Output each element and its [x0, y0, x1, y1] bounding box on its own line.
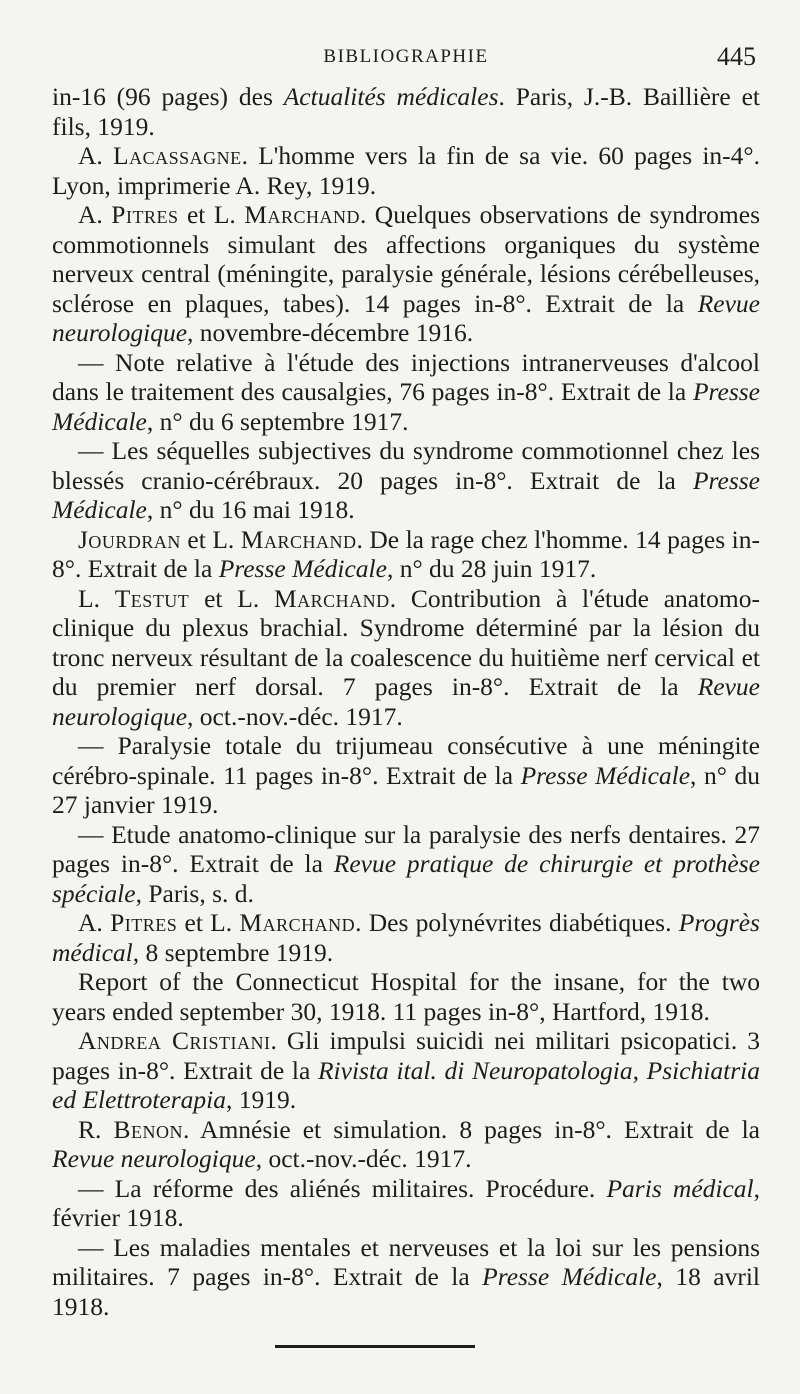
author-name: Marchand [274, 583, 390, 613]
bibliography-entry [52, 967, 760, 1026]
entry-text: , n° du 28 juin 1917. [386, 554, 597, 583]
entry-text: , 18 avril 1918. [52, 1262, 760, 1321]
publication-title: Rivista ital. di Neuropatologia, Psichiatria ed Elettroterapia [52, 1055, 760, 1114]
bibliography-entry [52, 584, 760, 732]
publication-title: Revue neurologique [52, 288, 760, 347]
entry-text: , n° du 6 septembre 1917. [146, 406, 409, 436]
publication-title: Paris médical [606, 1173, 754, 1203]
bibliography-entry [52, 908, 760, 967]
entry-text: , novembre-décembre 1916. [187, 318, 474, 347]
publication-title: Presse Médicale [482, 1262, 657, 1291]
entry-text: L. [78, 583, 115, 613]
author-name: Marchand [244, 200, 360, 229]
entry-text: , Paris, s. d. [135, 878, 254, 908]
publication-title: Presse Médicale [52, 377, 760, 436]
entry-text: . Contribution à l'étude anatomo-clinique du plexus brachial. Syndrome déterminé par la lésion du tronc nerveux résultant de la coalescence du huitième nerf cervical et du premier nerf dorsal. 7 pages in-8°. Extrait de la [52, 583, 761, 701]
author-name: Jourdran [78, 524, 181, 554]
bibliography-entry [52, 200, 760, 348]
publication-title: Revue pratique de chirurgie et prothèse spéciale [52, 849, 760, 908]
entry-text: — Etude anatomo-clinique sur la paralysie des nerfs dentaires. 27 pages in-8°. Extrait de la [52, 819, 760, 878]
author-name: Marchand [240, 524, 357, 554]
author-name: Pitres [110, 908, 178, 937]
entry-text: et L. [178, 200, 245, 229]
author-name: Andrea Cristiani [78, 1026, 271, 1055]
entry-text: , oct.-nov.-déc. 1917. [187, 701, 403, 731]
entry-text: R. [78, 1114, 114, 1144]
entry-text: , oct.-nov.-déc. 1917. [255, 1144, 472, 1173]
entry-text: , 1919. [225, 1085, 297, 1114]
page-header [56, 42, 756, 72]
author-name: Pitres [111, 200, 179, 229]
publication-title: Progrès médical [52, 908, 760, 967]
entry-text: . De la rage chez l'homme. 14 pages in-8°. Extrait de la [52, 524, 760, 583]
entry-text: et L. [177, 908, 240, 937]
entry-text: in-16 (96 pages) des [52, 82, 284, 111]
bibliography-entry [52, 436, 760, 525]
entry-text: , n° du 16 mai 1918. [146, 495, 355, 524]
entry-text: — Les séquelles subjectives du syndrome commotionnel chez les blessés cranio-cérébraux. 20 pages in-8°. Extrait de la [52, 436, 760, 495]
entry-text: A. [78, 908, 111, 937]
entry-text: et L. [180, 524, 241, 554]
publication-title: Revue neurologique [52, 1144, 256, 1173]
bibliography-entry [52, 1026, 760, 1115]
publication-title: Presse Médicale [52, 465, 760, 524]
bibliography-entry [52, 525, 760, 584]
publication-title: Actualités médicales [283, 82, 499, 111]
bibliography-entry [52, 348, 760, 437]
entry-text: — Note relative à l'étude des injections intranerveuses d'alcool dans le traitement des causalgies, 76 pages in-8°. Extrait de la [52, 347, 760, 406]
entry-text: . Paris, J.-B. Baillière et fils, 1919. [52, 82, 760, 141]
bibliography-entry [52, 731, 760, 820]
entry-text: . Amnésie et simulation. 8 pages in-8°. Extrait de la [182, 1114, 760, 1144]
bibliography-entry [52, 82, 760, 141]
entry-text: , février 1918. [52, 1173, 761, 1232]
entry-text: — Paralysie totale du trijumeau consécutive à une méningite cérébro-spinale. 11 pages in-8°. Extrait de la [52, 731, 760, 790]
bibliography-entry [52, 1115, 760, 1174]
publication-title: Presse Médicale [218, 554, 387, 583]
entry-text: . L'homme vers la fin de sa vie. 60 pages in-4°. Lyon, imprimerie A. Rey, 1919. [52, 141, 760, 200]
entry-text: Report of the Connecticut Hospital for the insane, for the two years ended september 30, 1918. 11 pages in-8°, Hartford, 1918. [52, 967, 760, 1026]
closing-rule [275, 1345, 475, 1348]
bibliography-entry [52, 141, 760, 200]
bibliography-entry [52, 1174, 760, 1233]
author-name: Lacassagne [113, 141, 242, 170]
running-title: BIBLIOGRAPHIE [323, 46, 489, 67]
entry-text: . Quelques observations de syndromes commotionnels simulant des affections organiques du système nerveux central (méningite, paralysie générale, lésions cérébelleuses, sclérose en plaques, tabes). 14 pages in-8°. Extrait de la [52, 200, 761, 318]
author-name: Testut [114, 583, 190, 613]
publication-title: Revue neurologique [52, 672, 760, 731]
publication-title: Presse Médicale [520, 760, 691, 790]
page-number: 445 [717, 42, 756, 71]
bibliography-entry [52, 820, 760, 909]
entry-text: . Des polynévrites diabétiques. [355, 908, 679, 937]
bibliography-entry [52, 1233, 760, 1322]
bibliography-entries [52, 82, 760, 1321]
author-name: Benon [113, 1114, 183, 1144]
entry-text: . Gli impulsi suicidi nei militari psicopatici. 3 pages in-8°. Extrait de la [52, 1026, 760, 1085]
entry-text: — La réforme des aliénés militaires. Procédure. [78, 1173, 607, 1203]
entry-text: A. [78, 141, 113, 170]
entry-text: , n° du 27 janvier 1919. [52, 760, 760, 819]
author-name: Marchand [239, 908, 356, 937]
entry-text: — Les maladies mentales et nerveuses et la loi sur les pensions militaires. 7 pages in-8°. Extrait de la [52, 1232, 760, 1291]
entry-text: et L. [189, 583, 274, 613]
entry-text: A. [78, 200, 112, 229]
entry-text: , 8 septembre 1919. [132, 937, 334, 967]
